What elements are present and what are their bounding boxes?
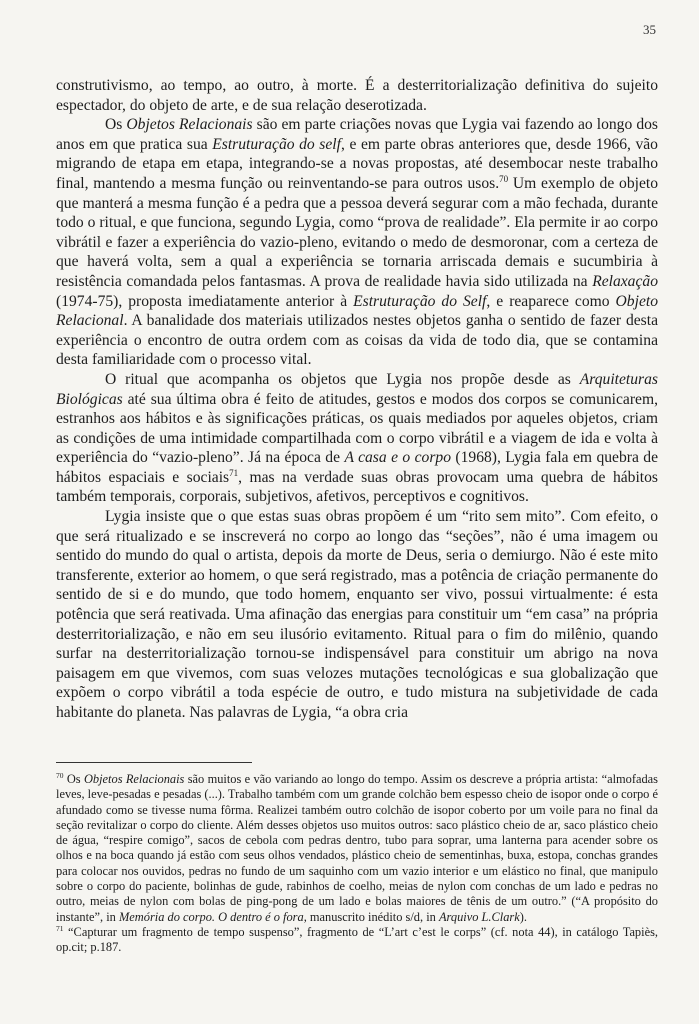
italic-title: Estruturação do Self — [353, 292, 487, 310]
footnote — [56, 925, 658, 956]
italic-title: Objeto Relacional — [56, 292, 658, 330]
footnote-number: 70 — [56, 770, 64, 780]
text-run: são em parte criações novas que Lygia vai fazendo ao longo dos anos em que pratica sua — [56, 116, 658, 153]
text-run: , manuscrito inédito s/d, in — [303, 909, 439, 924]
italic-title: Objetos Relacionais — [83, 772, 185, 786]
text-run: Um exemplo de objeto que manterá a mesma função é a pedra que a pessoa deverá segurar com a mão fechada, durante todo o ritual, e que funciona, segundo Lygia, como “prova de realidade”. Ela permite ir ao corpo vibrátil e fazer a experiência do vazio-pleno, evitando o medo de desmoronar, com a certeza de que haverá volta, sem a qual a experiência se tornaria arriscada demais e sucumbiria à resistência comandada pelos fantasmas. A prova de realidade havia sido utilizada na — [56, 174, 658, 290]
footnote-separator — [56, 762, 252, 763]
italic-title: Estruturação do self — [212, 135, 341, 153]
paragraph — [56, 370, 658, 507]
footnote-ref: 70 — [499, 173, 509, 184]
text-run: O ritual que acompanha os objetos que Lygia nos propõe desde as — [105, 370, 580, 388]
text-run: , e reaparece como — [486, 292, 616, 310]
footnote — [56, 772, 658, 925]
text-run: Os — [105, 116, 127, 134]
footnotes — [56, 772, 658, 956]
text-run: são muitos e vão variando ao longo do tempo. Assim os descreve a própria artista: “almofadas leves, leve-pesadas e pesadas (...). Trabalho também com um grande colchão bem espesso cheio de isopor onde o corpo é afundado como se tivesse numa fôrma. Realizei também outro colchão de isopor coberto por um voile para no final da seção revitalizar o corpo do cliente. Além desses objetos uso muitos outros: saco plástico cheio de ar, saco plástico cheio de água, “respire comigo”, sacos de cebola com pedras dentro, tubo para soprar, uma lanterna para acender sobre os olhos e na boca quando já estão com seus olhos vendados, plástico cheio de sementinhas, buxa, estopa, conchas grandes para colocar nos ouvidos, pedras no fundo de um saquinho com um vazio interior e um elástico no final, que manipulo sobre o corpo do paciente, bolinhas de gude, rabinhos de coelho, meias de nylon com conchas de um lado e pedras no outro, meias de nylon com bolas de ping-pong de um lado e bolas maiores de tênis de um outro.” (“A propósito do instante”, in — [56, 772, 658, 924]
italic-title: Objetos Relacionais — [126, 116, 253, 134]
text-run: Os — [63, 772, 84, 786]
text-run: “Capturar um fragmento de tempo suspenso”, fragmento de “L’art c’est le corps” (cf. nota 44), in catálogo Tapiès, op.cit; p.187. — [56, 924, 658, 955]
page-number: 35 — [643, 22, 656, 37]
text-run: Lygia insiste que o que estas suas obras propõem é um “rito sem mito”. Com efeito, o que será ritualizado e se inscreverá no corpo ao longo das “seções”, não é uma imagem ou sentido do mundo do qual o artista, depois da morte de Deus, seria o demiurgo. Não é este mito transferente, exterior ao homem, o que será registrado, mas a potência de criação permanente do sentido de si e do mundo, que todo homem, enquanto ser vivo, possui virtualmente: é esta potência que será reativada. Uma afinação das energias para constituir um “em casa” na própria desterritorialização, e não em seu ilusório evitamento. Ritual para o fim do milênio, quando surfar na desterritorialização tornou-se indispensável para constituir um abrigo na nova paisagem em que vivemos, com suas velozes mutações tecnológicas e sua globalização que expõem o corpo vibrátil a toda espécie de outro, e tudo mistura na subjetividade de cada habitante do planeta. Nas palavras de Lygia, “a obra cria — [56, 508, 658, 721]
text-run: , mas na verdade suas obras provocam uma quebra de hábitos também temporais, corporais, subjetivos, afetivos, perceptivos e cognitivos. — [56, 468, 658, 506]
italic-title: A casa e o corpo — [344, 449, 451, 467]
italic-title: Arquiteturas Biológicas — [56, 370, 658, 408]
paragraph — [56, 115, 658, 370]
footnote-ref: 71 — [229, 467, 239, 478]
paragraph — [56, 76, 658, 115]
italic-title: Relaxação — [592, 272, 658, 290]
text-run: construtivismo, ao tempo, ao outro, à morte. É a desterritorialização definitiva do sujeito espectador, do objeto de arte, e de sua relação deserotizada. — [56, 77, 658, 114]
text-run: até sua última obra é feito de atitudes, gestos e modos dos corpos se comunicarem, estranhos aos hábitos e às significações práticas, os quais mediados por aqueles objetos, criam as condições de uma intimidade compartilhada com o corpo vibrátil e a viagem de ida e volta à experiência do “vazio-pleno”. Já na época de — [56, 390, 658, 467]
text-run: . A banalidade dos materiais utilizados nestes objetos ganha o sentido de fazer desta experiência o encontro de outra ordem com as coisas da vida de todo dia, que se contamina desta familiaridade com o processo vital. — [56, 312, 658, 369]
footnote-number: 71 — [56, 923, 64, 933]
italic-title: Memória do corpo. O dentro é o fora — [118, 909, 304, 924]
text-run: (1968), Lygia fala em quebra de hábitos espaciais e sociais — [56, 449, 658, 486]
body-text — [56, 76, 658, 723]
text-run: , e em parte obras anteriores que, desde 1966, vão migrando de etapa em etapa, integrando-se a novas propostas, até desembocar neste trabalho final, mantendo a mesma função ou reinventando-se para outros usos. — [56, 135, 658, 192]
italic-title: Arquivo L.Clark — [438, 909, 520, 924]
text-run: ). — [519, 909, 527, 924]
paragraph — [56, 507, 658, 723]
text-run: (1974-75), proposta imediatamente anterior à — [56, 292, 354, 310]
